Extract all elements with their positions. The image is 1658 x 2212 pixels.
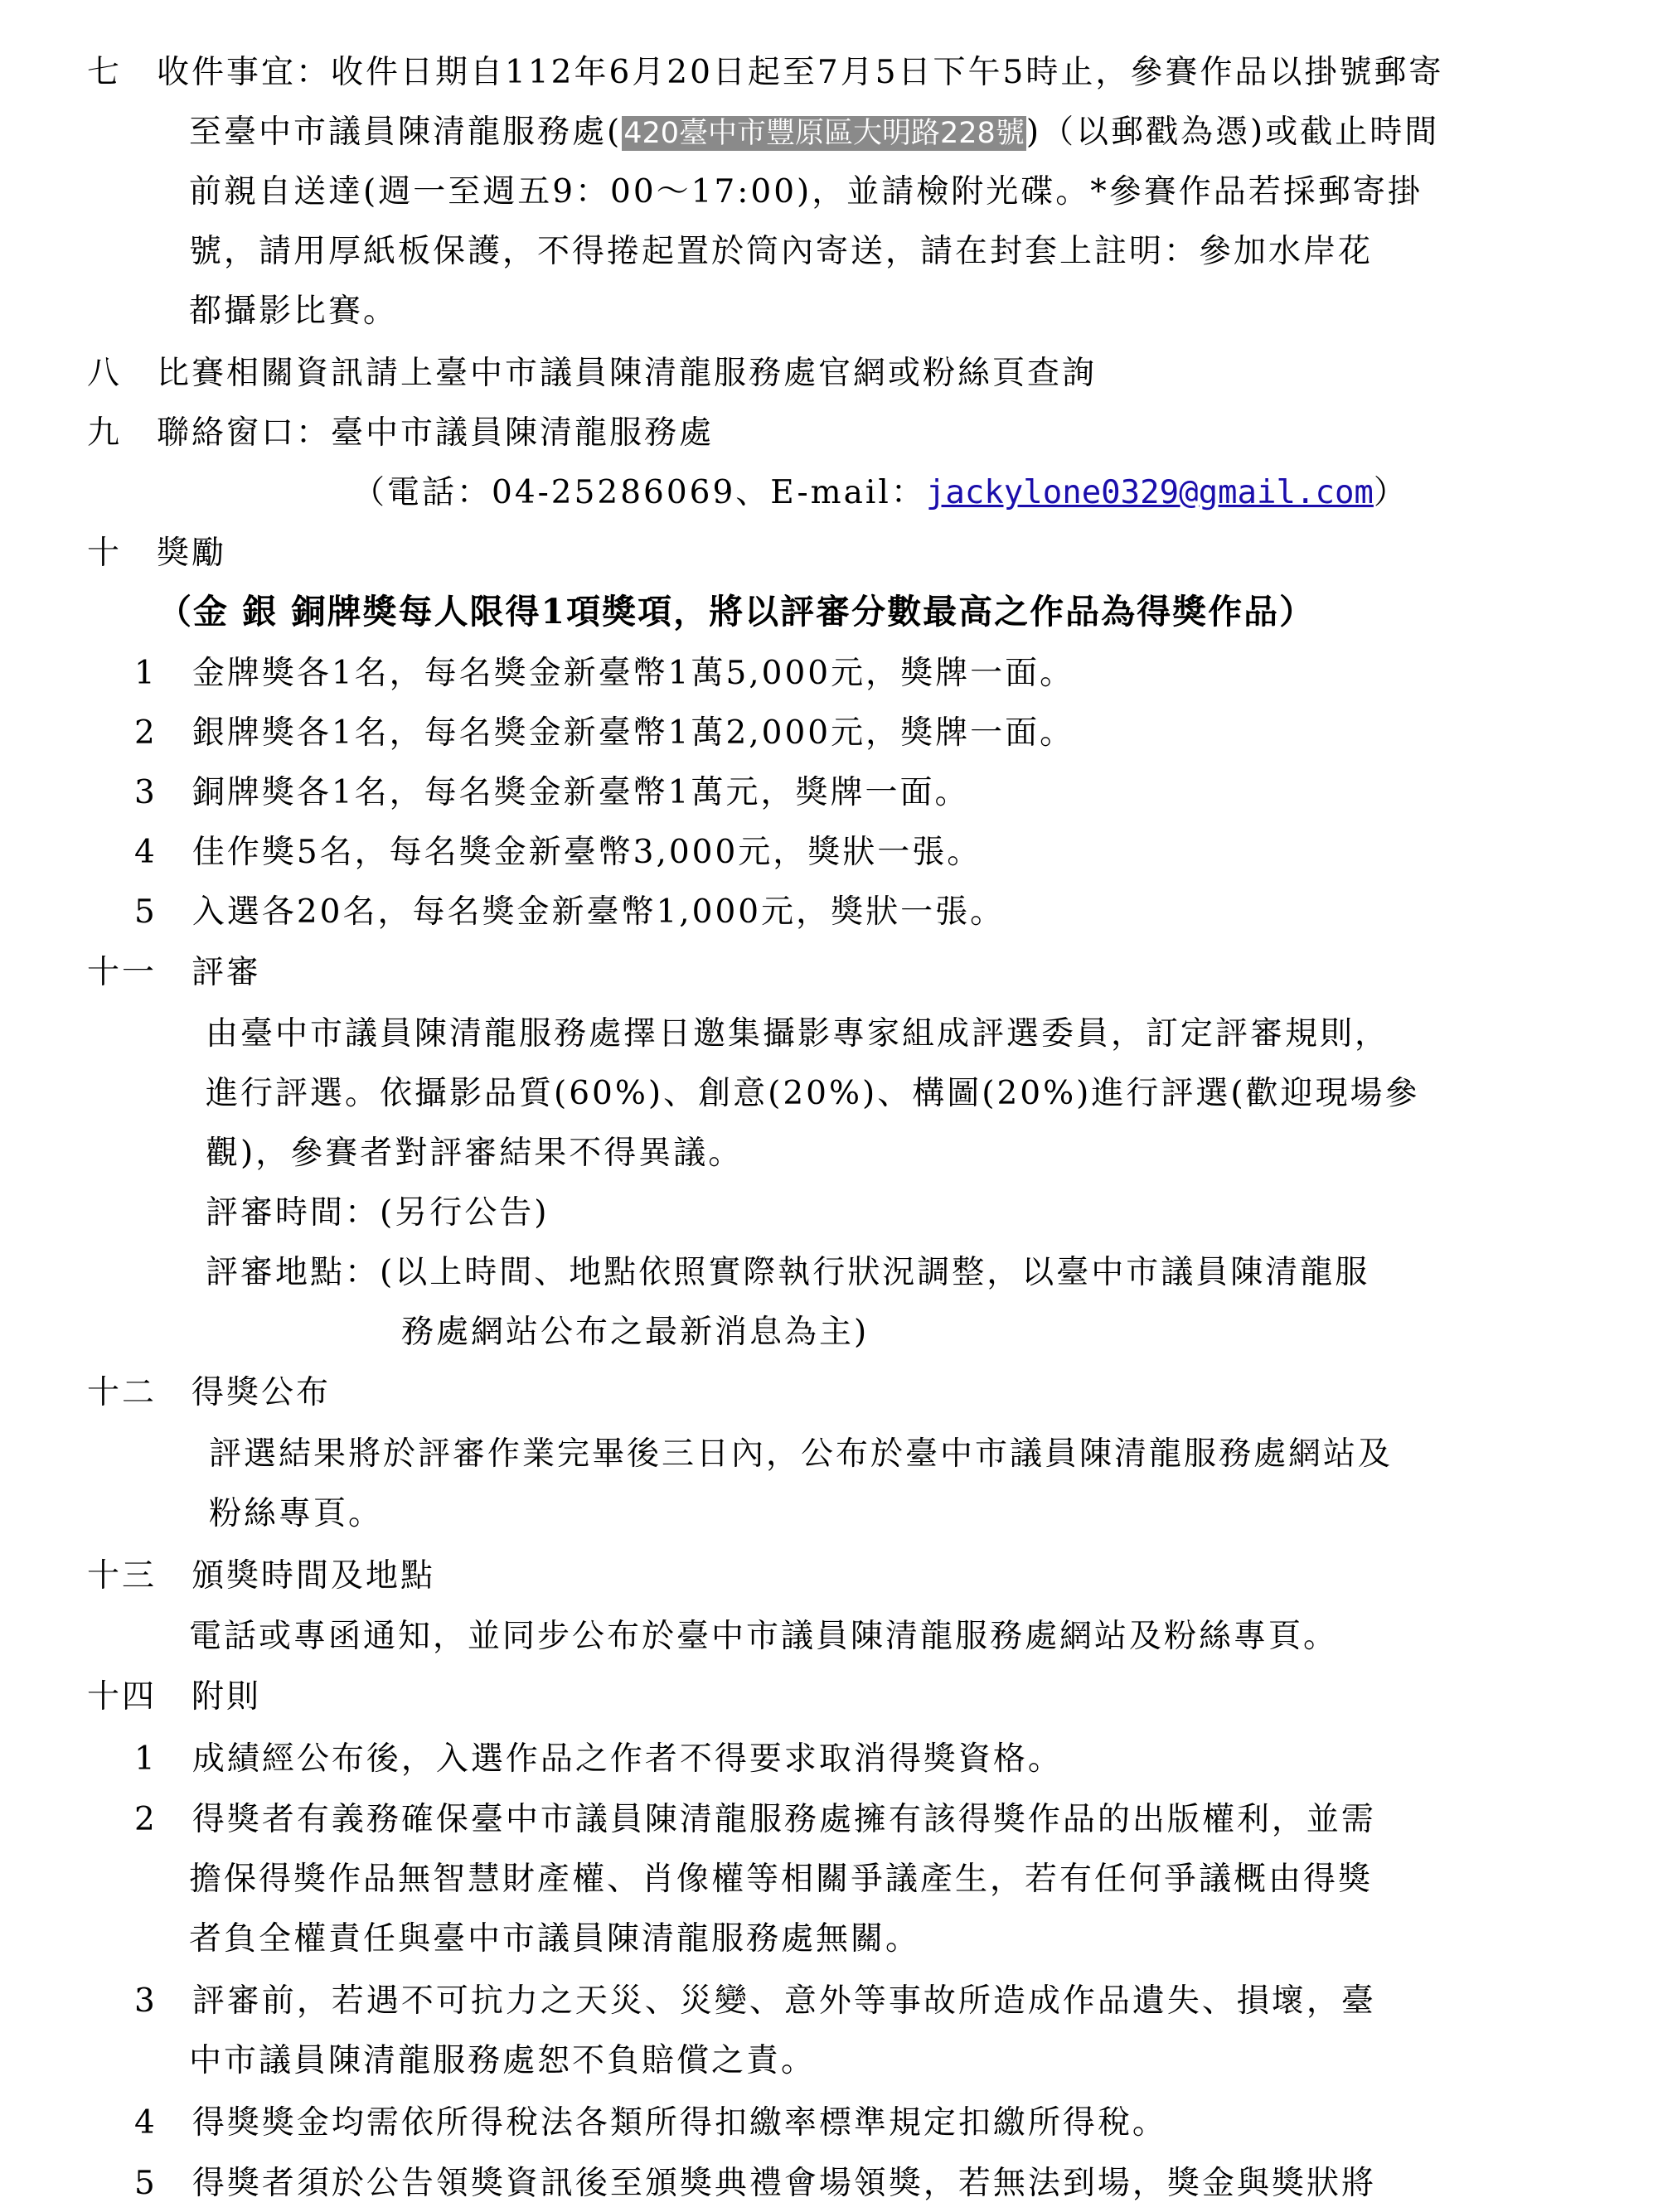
- section-13-heading: 十三 頒獎時間及地點: [87, 1557, 436, 1595]
- section-7-line-4: 號，請用厚紙板保護，不得捲起置於筒內寄送，請在封套上註明：參加水岸花: [189, 233, 1374, 270]
- announce-line-2: 粉絲專頁。: [209, 1495, 384, 1532]
- judging-para-line-3: 觀)，參賽者對評審結果不得異議。: [206, 1135, 744, 1172]
- judging-para-line-1: 由臺中市議員陳清龍服務處擇日邀集攝影專家組成評選委員，訂定評審規則，: [206, 1015, 1390, 1053]
- judging-para-line-2: 進行評選。依攝影品質(60%)、創意(20%)、構圖(20%)進行評選(歡迎現場參: [206, 1075, 1420, 1112]
- ceremony-line-1: 電話或專函通知，並同步公布於臺中市議員陳清龍服務處網站及粉絲專頁。: [189, 1618, 1339, 1655]
- award-item-5: 5 入選各20名，每名獎金新臺幣1,000元，獎狀一張。: [134, 893, 1006, 931]
- email-link[interactable]: jackylone0329@gmail.com: [925, 474, 1374, 511]
- section-14-heading: 十四 附則: [87, 1678, 262, 1716]
- rule-item-2-line-1: 2 得獎者有義務確保臺中市議員陳清龍服務處擁有該得獎作品的出版權利，並需: [134, 1801, 1376, 1838]
- judging-place-line-1: 評審地點：(以上時間、地點依照實際執行狀況調整，以臺中市議員陳清龍服: [206, 1254, 1370, 1291]
- award-item-4: 4 佳作獎5名，每名獎金新臺幣3,000元，獎狀一張。: [134, 834, 982, 871]
- section-12-heading: 十二 得獎公布: [87, 1374, 332, 1411]
- section-7-line-3: 前親自送達(週一至週五9：00～17:00)，並請檢附光碟。*參賽作品若採郵寄掛: [189, 173, 1423, 211]
- announce-line-1: 評選結果將於評審作業完畢後三日內，公布於臺中市議員陳清龍服務處網站及: [209, 1435, 1394, 1473]
- rule-item-3-line-2: 中市議員陳清龍服務處恕不負賠償之責。: [189, 2042, 817, 2079]
- section-7-line-2-b: )（以郵戳為憑)或截止時間: [1025, 114, 1440, 151]
- address-highlight: 420臺中市豐原區大明路228號: [623, 117, 1025, 150]
- section-10-heading: 十 獎勵: [87, 535, 227, 572]
- award-item-1: 1 金牌獎各1名，每名獎金新臺幣1萬5,000元，獎牌一面。: [134, 655, 1075, 692]
- award-note: （金 銀 銅牌獎每人限得1項獎項，將以評審分數最高之作品為得獎作品）: [158, 592, 1316, 632]
- judging-time: 評審時間：(另行公告): [206, 1194, 550, 1232]
- judging-place-line-2: 務處網站公布之最新消息為主): [401, 1314, 870, 1351]
- section-11-heading: 十一 評審: [87, 954, 262, 991]
- section-7-heading: 七 收件事宜：收件日期自112年6月20日起至7月5日下午5時止，參賽作品以掛號郵寄: [87, 54, 1444, 91]
- award-item-3: 3 銅牌獎各1名，每名獎金新臺幣1萬元，獎牌一面。: [134, 774, 970, 811]
- rule-item-2-line-3: 者負全權責任與臺中市議員陳清龍服務處無關。: [189, 1920, 921, 1958]
- rule-item-4: 4 得獎獎金均需依所得稅法各類所得扣繳率標準規定扣繳所得稅。: [134, 2104, 1167, 2142]
- rule-item-3-line-1: 3 評審前，若遇不可抗力之天災、災變、意外等事故所造成作品遺失、損壞，臺: [134, 1982, 1376, 2020]
- contact-close: ）: [1373, 474, 1408, 511]
- section-7-line-2: [189, 114, 1440, 151]
- rule-item-2-line-2: 擔保得獎作品無智慧財產權、肖像權等相關爭議產生，若有任何爭議概由得獎: [189, 1861, 1374, 1898]
- contact-phone: （電話：04-25286069、E-mail：: [352, 474, 926, 511]
- section-7-line-5: 都攝影比賽。: [189, 293, 399, 330]
- contact-line: [352, 474, 1408, 511]
- rule-item-1: 1 成績經公布後，入選作品之作者不得要求取消得獎資格。: [134, 1740, 1063, 1778]
- award-item-2: 2 銀牌獎各1名，每名獎金新臺幣1萬2,000元，獎牌一面。: [134, 714, 1075, 752]
- section-7-line-2-a: 至臺中市議員陳清龍服務處(: [189, 114, 623, 151]
- section-9-heading: 九 聯絡窗口：臺中市議員陳清龍服務處: [87, 414, 715, 452]
- section-8-text: 八 比賽相關資訊請上臺中市議員陳清龍服務處官網或粉絲頁查詢: [87, 355, 1098, 392]
- rule-item-5: 5 得獎者須於公告領獎資訊後至頒獎典禮會場領獎，若無法到場，獎金與獎狀將: [134, 2165, 1376, 2202]
